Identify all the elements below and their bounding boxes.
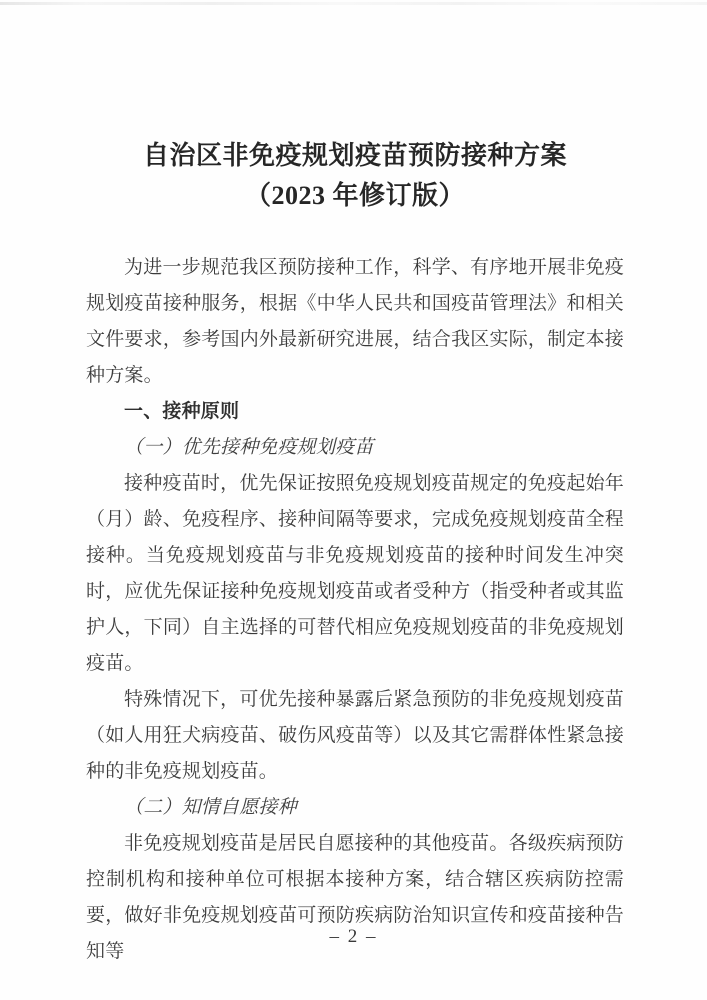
document-title-line-1: 自治区非免疫规划疫苗预防接种方案 (142, 141, 567, 170)
body-paragraph: 为进一步规范我区预防接种工作，科学、有序地开展非免疫规划疫苗接种服务，根据《中华人民共和国疫苗管理法》和相关文件要求，参考国内外最新研究进展，结合我区实际，制定本接种方案。 (86, 257, 624, 386)
subsection-heading: （二）知情自愿接种 (124, 797, 297, 818)
body-paragraph: 非免疫规划疫苗是居民自愿接种的其他疫苗。各级疾病预防控制机构和接种单位可根据本接种方案，结合辖区疾病防控需要，做好非免疫规划疫苗可预防疾病防治知识宣传和疫苗接种告知等 (86, 833, 624, 962)
subsection-heading: （一）优先接种免疫规划疫苗 (124, 437, 374, 458)
document-title (86, 136, 624, 216)
document-body (86, 250, 624, 970)
body-paragraph: 特殊情况下，可优先接种暴露后紧急预防的非免疫规划疫苗（如人用狂犬病疫苗、破伤风疫苗等）以及其它需群体性紧急接种的非免疫规划疫苗。 (86, 689, 624, 782)
document-content (86, 136, 624, 970)
body-paragraph: 接种疫苗时，优先保证按照免疫规划疫苗规定的免疫起始年（月）龄、免疫程序、接种间隔等要求，完成免疫规划疫苗全程接种。当免疫规划疫苗与非免疫规划疫苗的接种时间发生冲突时，应优先保证接种免疫规划疫苗或者受种方（指受种者或其监护人，下同）自主选择的可替代相应免疫规划疫苗的非免疫规划疫苗。 (86, 473, 624, 674)
scan-edge-artifact (0, 2, 707, 5)
document-title-line-2: （2023 年修订版） (244, 181, 465, 210)
page-number: – 2 – (329, 926, 378, 947)
section-heading: 一、接种原则 (124, 401, 240, 422)
